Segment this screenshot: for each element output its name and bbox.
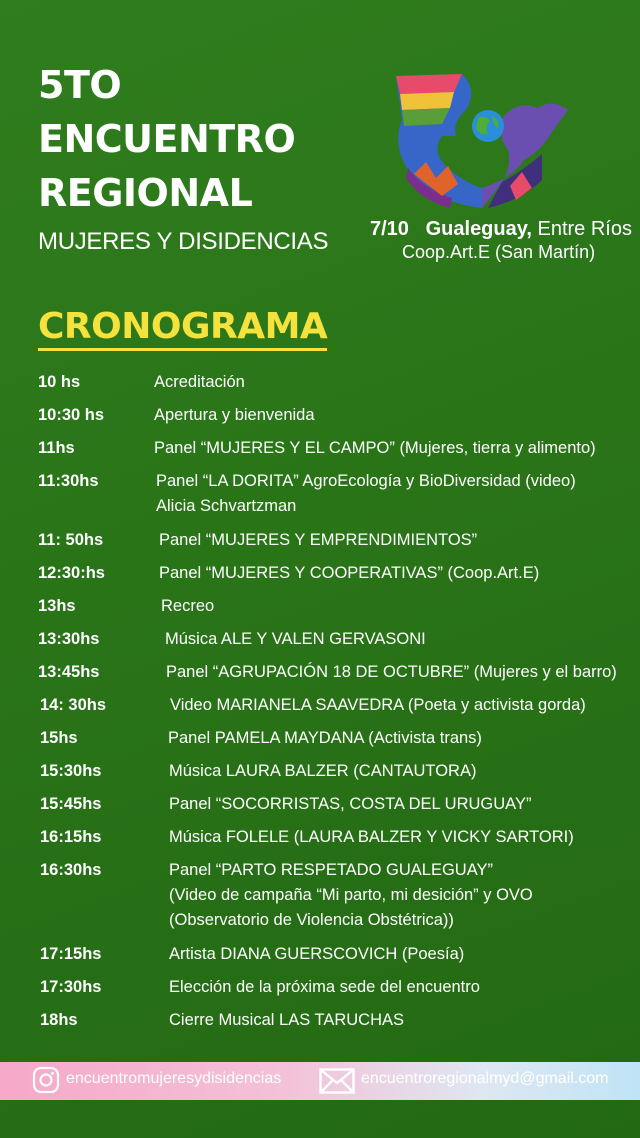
schedule-description: Música FOLELE (LAURA BALZER Y VICKY SARTORI) [169, 828, 574, 846]
schedule-time: 11hs [38, 439, 75, 457]
schedule-time: 10:30 hs [38, 406, 105, 424]
schedule-time: 15hs [40, 729, 78, 747]
schedule-description: Acreditación [154, 373, 245, 391]
schedule-time: 16:15hs [40, 828, 102, 846]
schedule-time: 16:30hs [40, 861, 102, 879]
event-venue: Coop.Art.E (San Martín) [402, 242, 596, 262]
schedule-time: 12:30:hs [38, 564, 105, 582]
schedule-time: 18hs [40, 1011, 78, 1029]
schedule-time: 15:30hs [40, 762, 102, 780]
instagram-icon[interactable] [32, 1066, 60, 1094]
schedule-description: Música LAURA BALZER (CANTAUTORA) [169, 762, 477, 780]
schedule-time: 13:45hs [38, 663, 100, 681]
footer-bar [0, 1062, 640, 1100]
event-title [38, 58, 368, 220]
schedule-time: 14: 30hs [40, 696, 107, 714]
schedule-time: 17:15hs [40, 945, 102, 963]
schedule-description: Recreo [161, 597, 215, 615]
event-city: Gualeguay, [425, 218, 532, 240]
schedule-description: Panel “AGRUPACIÓN 18 DE OCTUBRE” (Mujeres y el barro) [166, 663, 617, 681]
schedule-time: 17:30hs [40, 978, 102, 996]
schedule-description: Panel “PARTO RESPETADO GUALEGUAY” (Video de campaña “Mi parto, mi desición” y OVO (Observatorio de Violencia Obstétrica)) [169, 861, 533, 929]
schedule-description: Video MARIANELA SAAVEDRA (Poeta y activista gorda) [170, 696, 586, 714]
schedule-description: Panel “MUJERES Y COOPERATIVAS” (Coop.Art.E) [159, 564, 540, 582]
schedule-description: Elección de la próxima sede del encuentro [169, 978, 480, 996]
schedule-time: 15:45hs [40, 795, 102, 813]
schedule-description: Panel PAMELA MAYDANA (Activista trans) [168, 729, 482, 747]
schedule-description: Panel “MUJERES Y EL CAMPO” (Mujeres, tierra y alimento) [154, 439, 596, 457]
schedule-description: Cierre Musical LAS TARUCHAS [169, 1011, 405, 1029]
schedule-description: Panel “MUJERES Y EMPRENDIMIENTOS” [159, 531, 478, 549]
schedule-description: Apertura y bienvenida [154, 406, 315, 424]
title-line: 5TO [38, 63, 122, 107]
title-line: ENCUENTRO [38, 117, 296, 161]
title-line: REGIONAL [38, 171, 253, 215]
schedule-time: 10 hs [38, 373, 81, 391]
schedule-time: 13hs [38, 597, 76, 615]
schedule-description: Música ALE Y VALEN GERVASONI [165, 630, 426, 648]
event-logo [392, 70, 572, 210]
schedule-description: Panel “LA DORITA” AgroEcología y BioDiversidad (video) Alicia Schvartzman [156, 472, 576, 515]
schedule-time: 11:30hs [38, 472, 99, 490]
contact-email[interactable]: encuentroregionalmyd@gmail.com [361, 1070, 609, 1087]
event-subtitle: MUJERES Y DISIDENCIAS [38, 228, 329, 255]
event-date: 7/10 [370, 218, 409, 240]
instagram-handle[interactable]: encuentromujeresydisidencias [66, 1070, 282, 1087]
schedule-title: CRONOGRAMA [38, 306, 327, 351]
schedule-description: Panel “SOCORRISTAS, COSTA DEL URUGUAY” [169, 795, 532, 813]
schedule-description: Artista DIANA GUERSCOVICH (Poesía) [169, 945, 465, 963]
schedule-time: 11: 50hs [38, 531, 104, 549]
event-date-location [370, 218, 632, 241]
event-province: Entre Ríos [531, 218, 632, 240]
mail-icon[interactable] [319, 1068, 355, 1094]
schedule-time: 13:30hs [38, 630, 100, 648]
